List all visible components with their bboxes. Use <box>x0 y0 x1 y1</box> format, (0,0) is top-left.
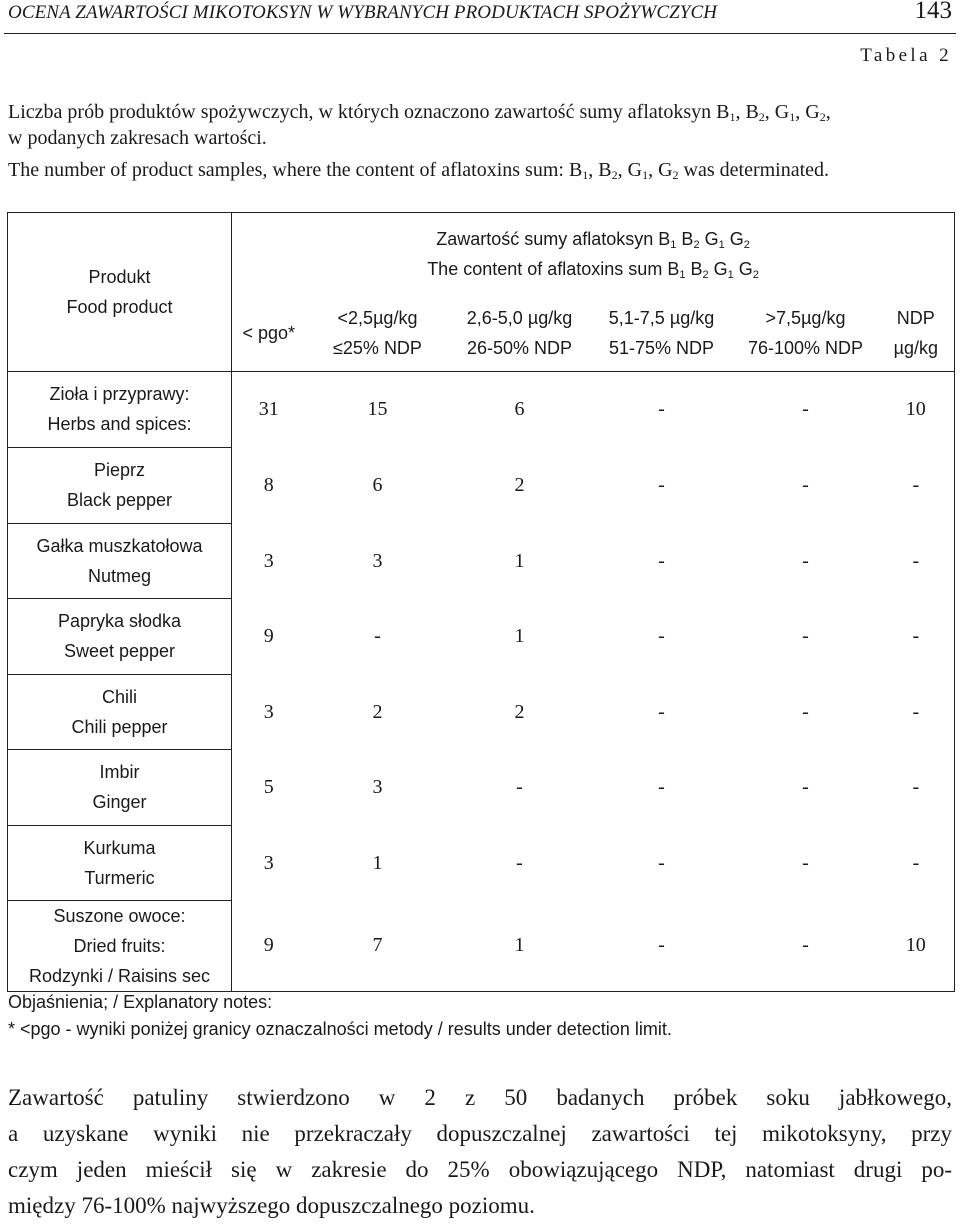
product-name-cell <box>8 900 232 991</box>
table-row <box>8 674 955 749</box>
table-row <box>8 825 955 900</box>
value-cell: 2 <box>372 700 383 723</box>
value-cell: - <box>658 776 665 798</box>
running-header <box>4 0 956 34</box>
value-cell: - <box>912 776 920 798</box>
table-row <box>8 900 955 991</box>
value-cell: - <box>802 776 809 798</box>
value-cell: - <box>658 398 665 421</box>
value-cell: - <box>516 776 523 798</box>
product-name-line: Sweet pepper <box>63 641 176 661</box>
table-row <box>8 749 955 825</box>
value-cell: - <box>658 625 665 647</box>
product-name-line: Ginger <box>92 792 147 812</box>
value-cell: 1 <box>514 625 525 647</box>
value-cell: - <box>658 934 665 957</box>
value-cell: 10 <box>905 934 926 957</box>
product-name-line: Papryka słodka <box>57 611 182 631</box>
paragraph-line: Zawartość patuliny stwierdzono w 2 z 50 badanych próbek soku jabłkowego, <box>8 1085 952 1110</box>
value-cell: 3 <box>263 851 274 874</box>
value-cell: - <box>802 625 809 647</box>
product-name-line: Pieprz <box>93 460 146 480</box>
product-name-line: Chili <box>101 686 137 707</box>
header-col-range-4: >7,5µg/kg 76-100% NDP <box>734 295 878 371</box>
header-col-range-2: 2,6-5,0 µg/kg 26-50% NDP <box>450 295 590 371</box>
value-cell: 1 <box>372 851 383 874</box>
value-cell: - <box>912 625 920 647</box>
value-cell: 6 <box>372 474 383 496</box>
value-cell: 2 <box>514 474 525 496</box>
value-cell: 5 <box>263 776 274 798</box>
product-name-cell <box>8 598 232 674</box>
product-name-cell <box>8 371 232 447</box>
product-name-cell <box>8 674 232 749</box>
value-cell: 10 <box>905 398 926 421</box>
caption-english: The number of product samples, where the content of aflatoxins sum: $B_1$, $B_2$, $G_1$, $G_2$ was determinated. <box>8 159 830 182</box>
value-cell: - <box>912 851 920 874</box>
product-name-cell <box>8 749 232 825</box>
value-cell: - <box>912 549 920 572</box>
running-title: OCENA ZAWARTOŚCI MIKOTOKSYN W WYBRANYCH PRODUKTACH SPOŻYWCZYCH <box>8 2 718 23</box>
value-cell: - <box>802 700 809 723</box>
value-cell: 3 <box>372 776 383 798</box>
value-cell: 7 <box>372 934 383 957</box>
product-name-cell <box>8 825 232 900</box>
aflatoxin-table <box>7 212 955 992</box>
value-cell: 3 <box>263 700 274 723</box>
header-col-pgo: < pgo* <box>232 295 306 371</box>
value-cell: 6 <box>514 398 525 421</box>
value-cell: - <box>658 549 665 572</box>
notes-title: Objaśnienia; / Explanatory notes: <box>8 992 273 1012</box>
value-cell: - <box>374 625 381 647</box>
value-cell: 9 <box>263 934 274 957</box>
value-cell: - <box>912 474 920 496</box>
header-col-range-3: 5,1-7,5 µg/kg 51-75% NDP <box>590 295 734 371</box>
page-number: 143 <box>914 0 952 24</box>
value-cell: 31 <box>258 398 279 421</box>
body-paragraph <box>8 1080 952 1224</box>
product-name-line: Dried fruits: <box>73 935 166 956</box>
paragraph-line: czym jeden mieścił się w zakresie do 25% obowiązującego NDP, natomiast drugi po- <box>8 1157 952 1182</box>
value-cell: 3 <box>372 549 383 572</box>
value-cell: 2 <box>514 700 525 723</box>
value-cell: - <box>912 700 920 723</box>
value-cell: 9 <box>263 625 274 647</box>
value-cell: - <box>802 474 809 496</box>
value-cell: - <box>802 934 809 957</box>
product-name-line: Herbs and spices: <box>47 414 192 434</box>
value-cell: 8 <box>263 474 274 496</box>
header-product: Produkt Food product <box>8 213 232 372</box>
value-cell: 1 <box>514 934 525 957</box>
value-cell: - <box>658 474 665 496</box>
table-row <box>8 523 955 598</box>
paragraph-line: a uzyskane wyniki nie przekraczały dopuszczalnej zawartości tej mikotoksyny, przy <box>8 1121 952 1146</box>
product-name-cell <box>8 523 232 598</box>
value-cell: - <box>802 549 809 572</box>
product-name-line: Turmeric <box>84 867 155 888</box>
product-name-line: Kurkuma <box>83 837 156 858</box>
product-name-line: Rodzynki / Raisins sec <box>28 965 211 986</box>
notes-detection-limit: * <pgo - wyniki poniżej granicy oznaczalności metody / results under detection limit. <box>8 1019 672 1039</box>
product-name-line: Suszone owoce: <box>53 905 186 926</box>
value-cell: - <box>658 700 665 723</box>
product-name-line: Imbir <box>99 762 140 782</box>
table-label: Tabela 2 <box>860 45 952 66</box>
value-cell: - <box>516 851 523 874</box>
value-cell: 3 <box>263 549 274 572</box>
table-row <box>8 447 955 523</box>
product-name-line: Zioła i przyprawy: <box>49 384 190 404</box>
paragraph-line: między 76-100% najwyższego dopuszczalnego poziomu. <box>8 1193 535 1218</box>
value-cell: - <box>802 398 809 421</box>
value-cell: - <box>658 851 665 874</box>
caption-polish-line-2: w podanych zakresach wartości. <box>8 127 267 149</box>
value-cell: 15 <box>367 398 388 421</box>
table-row <box>8 598 955 674</box>
product-name-line: Black pepper <box>66 490 173 510</box>
product-name-cell <box>8 447 232 523</box>
value-cell: - <box>802 851 809 874</box>
value-cell: 1 <box>514 549 525 572</box>
product-name-line: Chili pepper <box>71 716 168 737</box>
header-col-range-1: <2,5µg/kg ≤25% NDP <box>306 295 450 371</box>
caption-polish-line-1: Liczba prób produktów spożywczych, w których oznaczono zawartość sumy aflatoksyn $B_1$, $B_2$, $G_1$, $G_2$, <box>8 101 831 124</box>
product-name-line: Nutmeg <box>87 565 152 586</box>
table-row <box>8 371 955 447</box>
header-aflatoxin-group: Zawartość sumy aflatoksyn $B_1$ $B_2$ $G_1$ $G_2$ The content of aflatoxins sum $B_1$ $B_2$ $G_1$ $G_2$ <box>427 229 759 281</box>
product-name-line: Gałka muszkatołowa <box>36 535 203 556</box>
header-col-ndp: NDP µg/kg <box>878 295 955 371</box>
